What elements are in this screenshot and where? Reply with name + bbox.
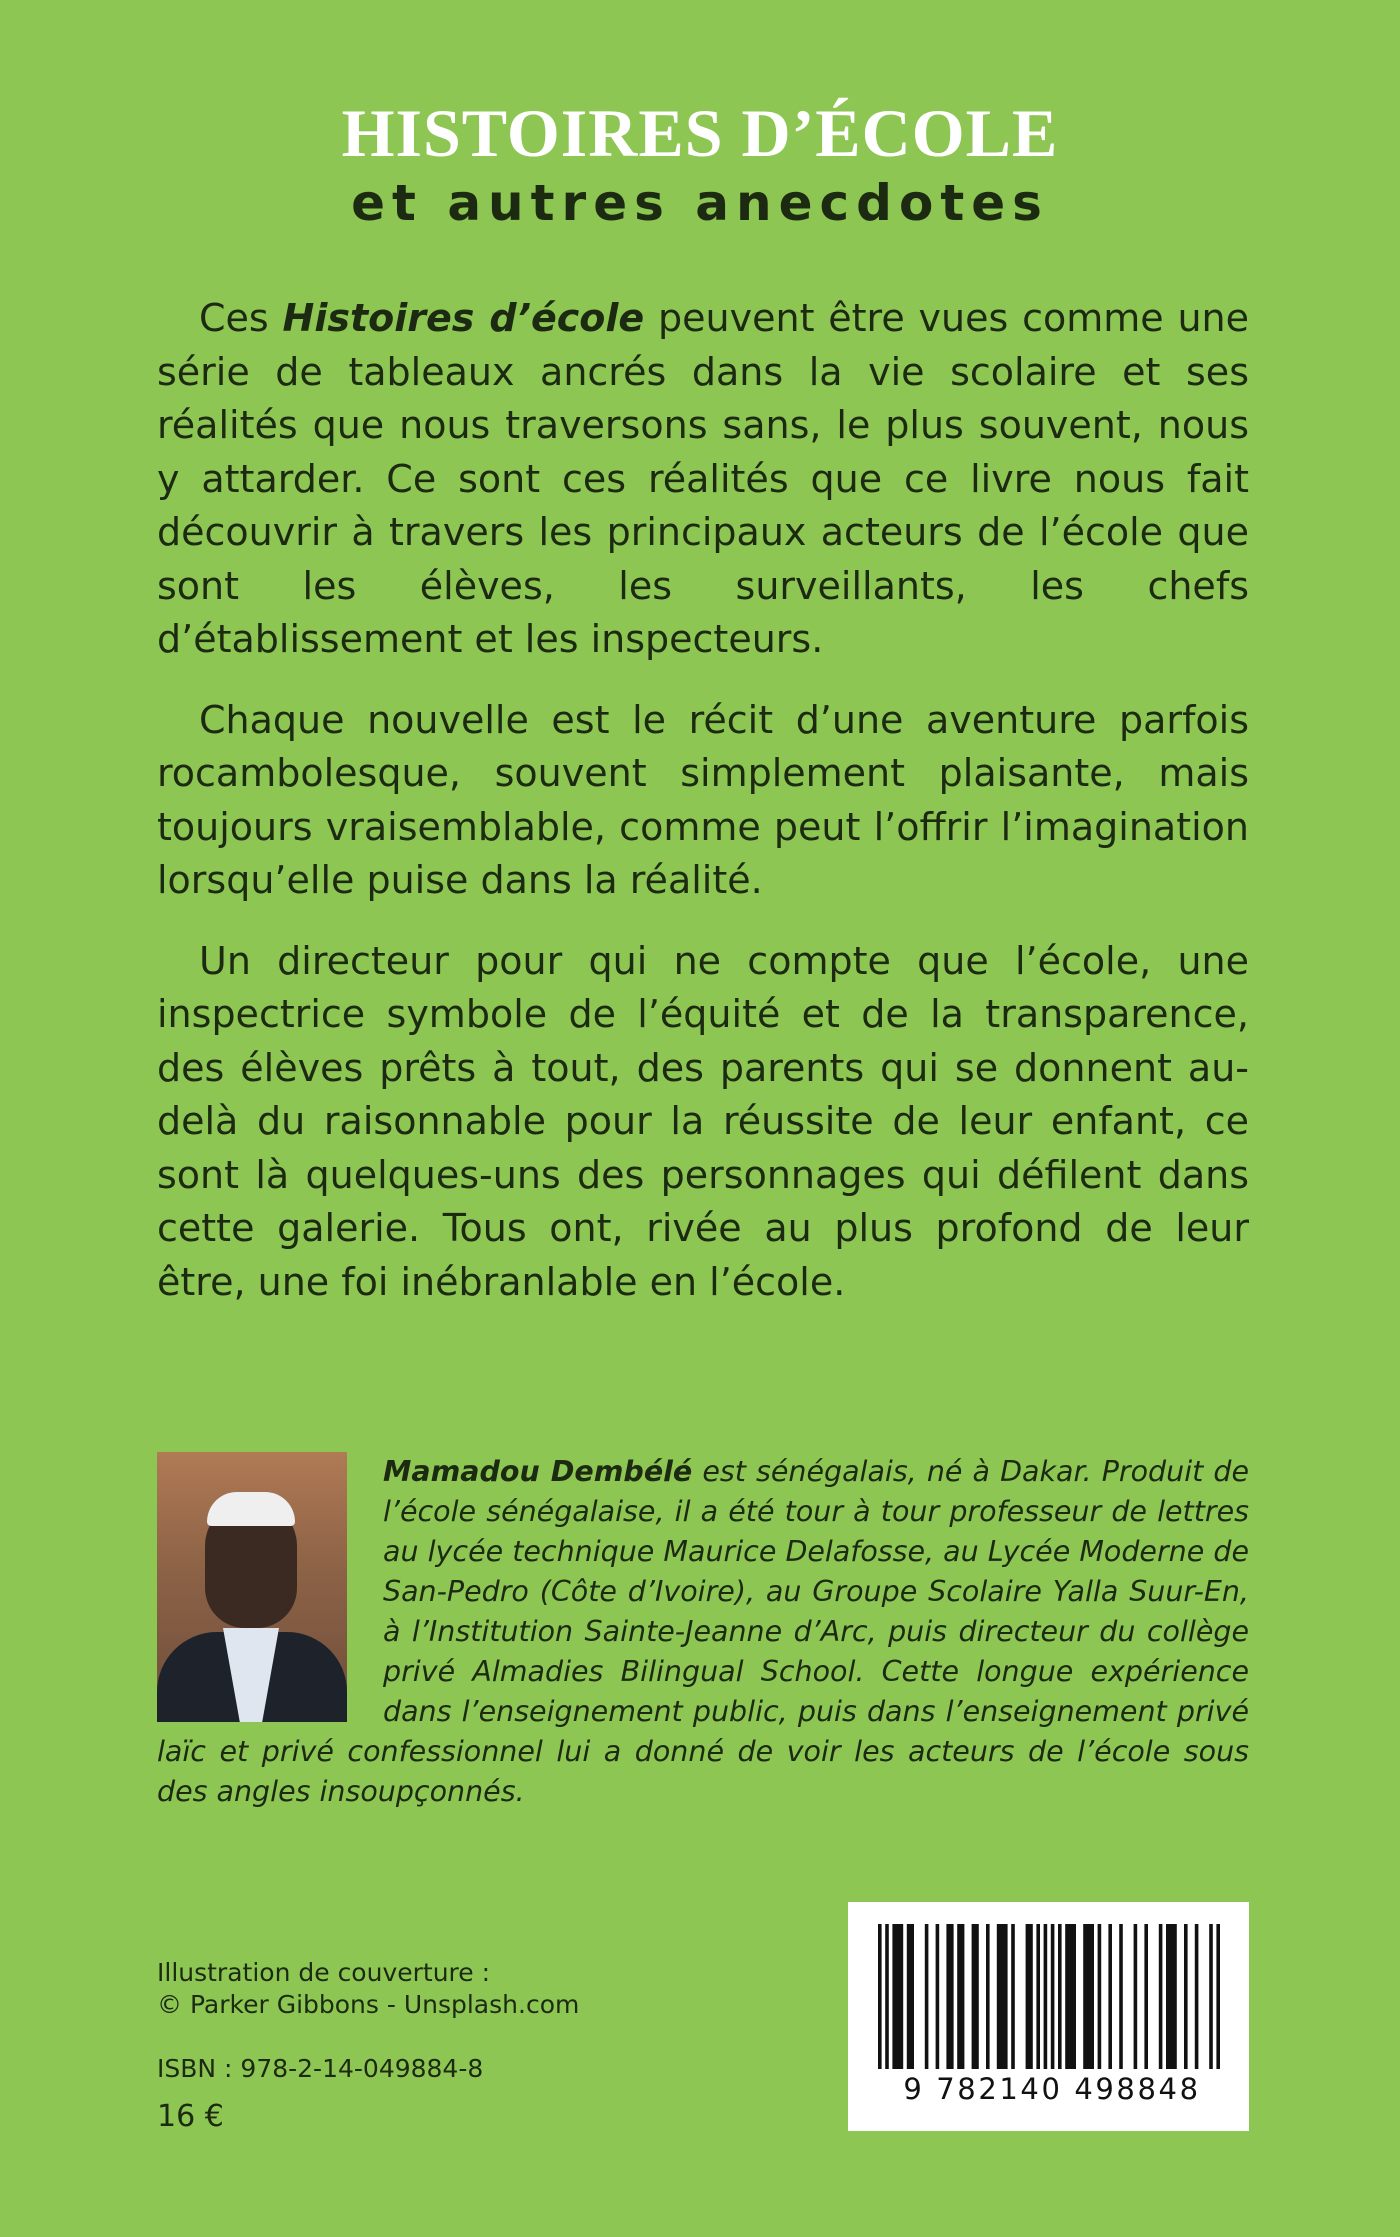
barcode-bar — [1184, 1924, 1188, 2069]
barcode-bar — [1108, 1924, 1112, 2069]
barcode-bar — [885, 1924, 889, 2069]
credits-source: © Parker Gibbons - Unsplash.com — [157, 1990, 580, 2019]
author-photo — [157, 1452, 347, 1722]
barcode-bar — [986, 1924, 990, 2069]
barcode-bar — [1083, 1924, 1094, 2069]
isbn: ISBN : 978-2-14-049884-8 — [157, 2054, 484, 2083]
blurb-lead: Ces — [199, 296, 283, 340]
barcode-bar — [957, 1924, 964, 2069]
barcode-bar — [907, 1924, 914, 2069]
author-bio-text: est sénégalais, né à Dakar. Produit de l’école sénégalaise, il a été tour à tour professeur de lettres au lycée technique Maurice Delafosse, au Lycée Moderne de San-Pedro (Côte d’Ivoire), au Groupe Scolaire Yalla Suur-En, à l’Institution Sainte-Jeanne d’Arc, puis directeur du collège privé Almadies Bilingual School. Cette longue expérience dans l’enseignement public, puis dans l’enseignement privé laïc et privé confessionnel lui a donné de voir les acteurs de l’école sous des angles insoupçonnés. — [157, 1455, 1250, 1808]
barcode-bar — [1098, 1924, 1102, 2069]
author-photo-cap — [207, 1492, 295, 1526]
barcode-bar — [1036, 1924, 1040, 2069]
author-bio — [157, 1452, 1249, 1812]
barcode-bar — [1011, 1924, 1015, 2069]
author-name: Mamadou Dembélé — [383, 1455, 693, 1488]
credits-label: Illustration de couverture : — [157, 1958, 491, 1987]
barcode-bar — [936, 1924, 940, 2069]
barcode-bar — [925, 1924, 929, 2069]
barcode-bar — [1134, 1924, 1138, 2069]
barcode-bar — [1166, 1924, 1177, 2069]
barcode — [848, 1902, 1249, 2131]
blurb-paragraph-1-rest: peuvent être vues comme une série de tableaux ancrés dans la vie scolaire et ses réalités que nous traversons sans, le plus souvent, nous y attarder. Ce sont ces réalités que ce livre nous fait découvrir à travers les principaux acteurs de l’école que sont les élèves, les surveillants, les chefs d’établissement et les inspecteurs. — [157, 296, 1250, 661]
barcode-bar — [1216, 1924, 1220, 2069]
book-subtitle: et autres anecdotes — [351, 174, 1049, 232]
barcode-bar — [997, 1924, 1008, 2069]
barcode-bar — [1119, 1924, 1123, 2069]
blurb-paragraph-2: Chaque nouvelle est le récit d’une aventure parfois rocambolesque, souvent simplement plaisante, mais toujours vraisemblable, comme peut l’offrir l’imagination lorsqu’elle puise dans la réalité. — [157, 697, 1249, 902]
blurb-paragraph-1 — [157, 292, 1249, 667]
barcode-bar — [1058, 1924, 1062, 2069]
barcode-bar — [1026, 1924, 1033, 2069]
barcode-bar — [892, 1924, 903, 2069]
blurb — [157, 292, 1249, 1336]
book-title: HISTOIRES D’ÉCOLE — [341, 95, 1059, 171]
barcode-digits: 9 782140 498848 — [903, 2072, 1201, 2106]
barcode-bar — [946, 1924, 953, 2069]
barcode-bar — [1195, 1924, 1199, 2069]
cover-credits — [157, 1957, 677, 2021]
barcode-bar — [1144, 1924, 1148, 2069]
price: 16 € — [157, 2099, 224, 2134]
title-block — [0, 94, 1400, 234]
blurb-paragraph-3: Un directeur pour qui ne compte que l’école, une inspectrice symbole de l’équité et de la transparence, des élèves prêts à tout, des parents qui se donnent au-delà du raisonnable pour la réussite de leur enfant, ce sont là quelques-uns des personnages qui défilent dans cette galerie. Tous ont, rivée au plus profond de leur être, une foi inébranlable en l’école. — [157, 938, 1249, 1304]
barcode-bar — [1159, 1924, 1163, 2069]
barcode-bar — [1044, 1924, 1048, 2069]
barcode-bar — [1051, 1924, 1055, 2069]
barcode-bar — [1209, 1924, 1213, 2069]
barcode-bar — [972, 1924, 979, 2069]
blurb-book-title-emphasis: Histoires d’école — [282, 296, 645, 340]
barcode-bar — [1065, 1924, 1076, 2069]
barcode-bar — [878, 1924, 882, 2069]
